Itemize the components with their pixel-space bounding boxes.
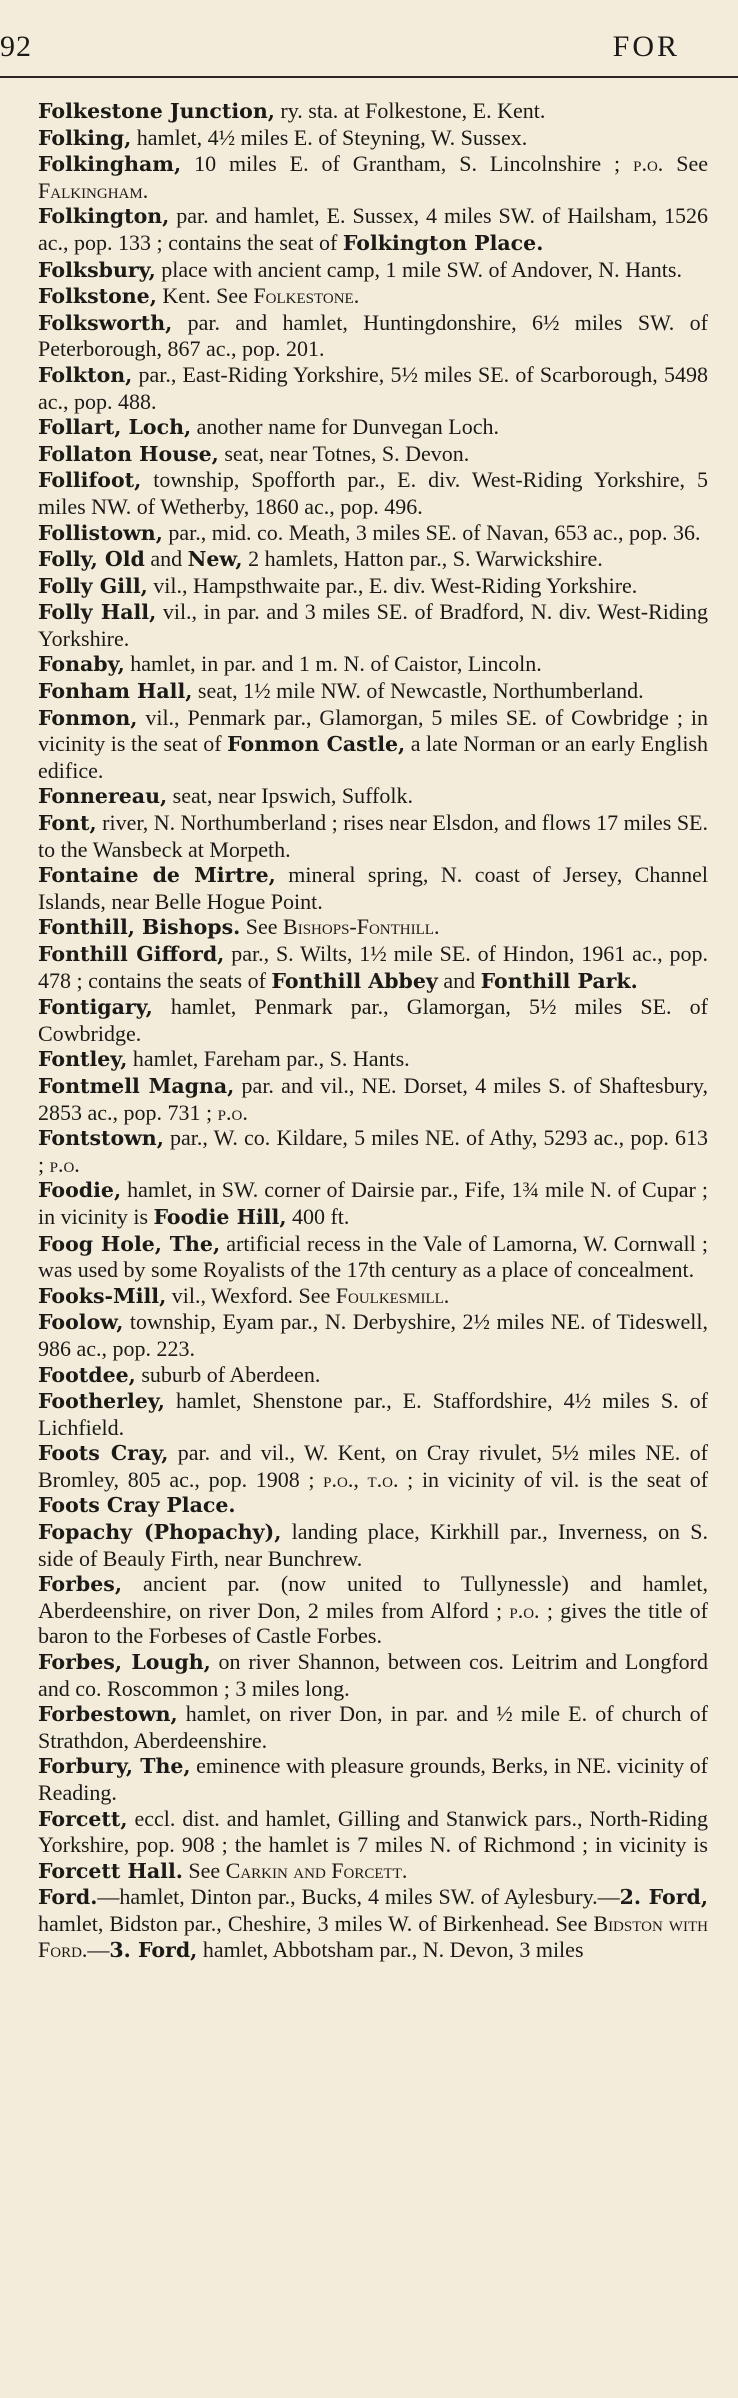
gazetteer-entry (38, 546, 708, 573)
entry-headword: Folkington, (38, 204, 170, 229)
entry-text: Kent. See (156, 283, 254, 309)
entry-small-caps: p.o. (633, 151, 664, 177)
entry-text: par., East-Riding Yorkshire, 5½ miles SE. of Scarborough, 5498 ac., pop. 488. (38, 361, 708, 414)
gazetteer-entry (38, 573, 708, 600)
entry-text: another name for Dunvegan Loch. (191, 414, 500, 440)
entry-headword: Font, (38, 811, 97, 836)
entry-headword: Follifoot, (38, 468, 142, 493)
gazetteer-entry (38, 862, 708, 914)
entry-headword: Footdee, (38, 1362, 136, 1387)
entry-text: See (240, 914, 284, 940)
gazetteer-entry (38, 467, 708, 519)
entry-text: river, N. Northumberland ; rises near Elsdon, and flows 17 miles SE. to the Wansbeck at Morpeth. (38, 810, 708, 862)
entry-text: See (182, 1857, 226, 1883)
gazetteer-entry (38, 151, 708, 203)
entry-text: seat, near Ipswich, Suffolk. (167, 783, 413, 809)
entry-text: par. and vil., W. Kent, on Cray rivulet, 5½ miles NE. of Bromley, 805 ac., pop. 1908 ; (38, 1440, 708, 1492)
entry-text: township, Eyam par., N. Derbyshire, 2½ miles NE. of Tideswell, 986 ac., pop. 223. (38, 1309, 708, 1361)
gazetteer-entry (38, 125, 708, 152)
entry-headword: Follistown, (38, 520, 163, 545)
entry-text: 400 ft. (286, 1203, 350, 1229)
entry-text: artificial recess in the Vale of Lamorna, W. Cornwall ; was used by some Royalists of the 17th century as a place of concealment. (38, 1230, 708, 1283)
gazetteer-entry (38, 678, 708, 705)
entry-small-caps: p.o. (509, 1597, 540, 1623)
entry-text: vil., in par. and 3 miles SE. of Bradford, N. div. West-Riding Yorkshire. (38, 599, 708, 651)
entry-text: hamlet, 4½ miles E. of Steyning, W. Sussex. (131, 124, 528, 150)
entry-headword: Forcett Hall. (38, 1858, 183, 1883)
entry-headword: Foodie, (38, 1178, 122, 1203)
entry-headword: Fontmell Magna, (38, 1073, 235, 1098)
gazetteer-entry (38, 441, 708, 468)
entry-text: par., W. co. Kildare, 5 miles NE. of Athy, 5293 ac., pop. 613 ; (38, 1125, 708, 1177)
entry-headword: Folkstone, (38, 284, 157, 309)
gazetteer-entry (38, 362, 708, 414)
gazetteer-entry (38, 1649, 708, 1701)
gazetteer-entry (38, 1073, 708, 1125)
entry-headword: Fonmon, (38, 705, 138, 730)
entry-small-caps: p.o. (49, 1151, 80, 1177)
gazetteer-entry (38, 914, 708, 941)
page-number: 92 (0, 30, 32, 63)
entry-headword: Fontley, (38, 1047, 128, 1072)
entry-text: hamlet, Abbotsham par., N. Devon, 3 miles (197, 1936, 584, 1962)
entry-headword: Folkton, (38, 362, 133, 387)
gazetteer-entry (38, 1440, 708, 1519)
gazetteer-entry (38, 994, 708, 1046)
gazetteer-entry (38, 599, 708, 651)
entry-headword: Forcett, (38, 1806, 128, 1831)
gazetteer-entries (38, 98, 708, 1963)
gazetteer-entry (38, 1753, 708, 1805)
entry-headword: Ford. (38, 1885, 98, 1910)
entry-text: and (144, 546, 188, 572)
gazetteer-entry (38, 310, 708, 362)
entry-headword: Forbestown, (38, 1702, 178, 1727)
entry-text: vil., Penmark par., Glamorgan, 5 miles SE. of Cowbridge ; in vicinity is the seat of (38, 704, 708, 757)
gazetteer-entry (38, 941, 708, 994)
entry-headword: Fontaine de Mirtre, (38, 863, 276, 888)
entry-text: par. and hamlet, Huntingdonshire, 6½ miles SW. of Peterborough, 867 ac., pop. 201. (38, 309, 708, 362)
entry-headword: Fonaby, (38, 652, 125, 677)
entry-headword: Forbes, (38, 1572, 122, 1597)
entry-headword: Foots Cray Place. (38, 1493, 236, 1518)
gazetteer-entry (38, 1884, 708, 1963)
entry-headword: Fontstown, (38, 1126, 164, 1151)
entry-text: ; in vicinity of vil. is the seat of (398, 1466, 709, 1492)
gazetteer-entry (38, 257, 708, 284)
entry-headword: Footherley, (38, 1389, 165, 1414)
entry-text: hamlet, on river Don, in par. and ½ mile E. of church of Strathdon, Aberdeenshire. (38, 1701, 708, 1753)
header-rule (0, 76, 738, 78)
entry-headword: Folly Gill, (38, 573, 148, 598)
entry-small-caps: p.o., t.o. (323, 1466, 399, 1492)
entry-text: vil., Wexford. See (166, 1282, 336, 1308)
gazetteer-entry (38, 1046, 708, 1073)
running-head: FOR (612, 30, 680, 63)
entry-text: place with ancient camp, 1 mile SW. of Andover, N. Hants. (155, 256, 682, 282)
entry-text: par., mid. co. Meath, 3 miles SE. of Navan, 653 ac., pop. 36. (162, 519, 701, 545)
entry-headword: Fopachy (Phopachy), (38, 1520, 282, 1545)
gazetteer-entry (38, 1309, 708, 1361)
entry-text: and (437, 967, 481, 993)
gazetteer-entry (38, 283, 708, 310)
entry-headword: Folking, (38, 125, 132, 150)
entry-small-caps: Carkin and Forcett. (225, 1857, 408, 1883)
entry-headword: Fonthill, Bishops. (38, 915, 241, 940)
entry-text: seat, near Totnes, S. Devon. (218, 440, 470, 466)
entry-headword: 2. Ford, (619, 1885, 708, 1910)
entry-headword: Fonmon Castle, (227, 732, 406, 757)
entry-headword: Folksbury, (38, 257, 156, 282)
entry-text: ry. sta. at Folkestone, E. Kent. (274, 98, 546, 123)
entry-text: eminence with pleasure grounds, Berks, in NE. vicinity of Reading. (38, 1753, 708, 1805)
gazetteer-entry (38, 1519, 708, 1571)
entry-small-caps: Foulkesmill. (335, 1282, 450, 1308)
entry-text: on river Shannon, between cos. Leitrim and Longford and co. Roscommon ; 3 miles long. (38, 1649, 708, 1701)
entry-text: hamlet, Fareham par., S. Hants. (127, 1046, 410, 1072)
entry-text: hamlet, Penmark par., Glamorgan, 5½ miles SE. of Cowbridge. (38, 994, 708, 1046)
gazetteer-entry (38, 1571, 708, 1649)
entry-headword: 3. Ford, (109, 1937, 198, 1962)
entry-text: ; gives the title of baron to the Forbeses of Castle Forbes. (38, 1597, 709, 1649)
gazetteer-entry (38, 651, 708, 678)
entry-headword: Folksworth, (38, 310, 173, 335)
gazetteer-entry (38, 705, 708, 784)
entry-headword: Forbes, Lough, (38, 1650, 211, 1675)
entry-small-caps: p.o. (217, 1099, 248, 1125)
entry-text: —hamlet, Dinton par., Bucks, 4 miles SW. of Aylesbury.— (97, 1884, 620, 1910)
entry-headword: Foolow, (38, 1310, 124, 1335)
entry-headword: Foots Cray, (38, 1441, 169, 1466)
page-header (0, 0, 738, 74)
entry-text: eccl. dist. and hamlet, Gilling and Stanwick pars., North-Riding Yorkshire, pop. 908 ; the hamlet is 7 miles N. of Richmond ; in vicinity is (38, 1805, 708, 1858)
entry-small-caps: Falkingham. (38, 177, 149, 203)
entry-text: vil., Hampsthwaite par., E. div. West-Riding Yorkshire. (147, 572, 638, 598)
entry-text: hamlet, in par. and 1 m. N. of Caistor, Lincoln. (124, 651, 542, 677)
entry-text: township, Spofforth par., E. div. West-Riding Yorkshire, 5 miles NW. of Wetherby, 1860 ac., pop. 496. (38, 467, 708, 519)
gazetteer-entry (38, 1283, 708, 1310)
entry-text: 10 miles E. of Grantham, S. Lincolnshire ; (181, 151, 634, 177)
entry-headword: Fontigary, (38, 995, 153, 1020)
entry-headword: Folkington Place. (342, 230, 544, 255)
entry-small-caps: Folkestone. (253, 283, 360, 309)
entry-text: landing place, Kirkhill par., Inverness, on S. side of Beauly Firth, near Bunchrew. (38, 1519, 708, 1571)
entry-headword: New, (187, 547, 243, 572)
entry-headword: Fooks-Mill, (38, 1283, 167, 1308)
gazetteer-entry (38, 1388, 708, 1440)
entry-text: hamlet, Bidston par., Cheshire, 3 miles W. of Birkenhead. See (38, 1910, 594, 1936)
gazetteer-entry (38, 1177, 708, 1230)
entry-text: — (87, 1936, 110, 1962)
entry-headword: Folly Hall, (38, 600, 157, 625)
entry-headword: Folly, Old (38, 547, 145, 572)
gazetteer-entry (38, 1231, 708, 1283)
entry-text: hamlet, in SW. corner of Dairsie par., Fife, 1¾ mile N. of Cupar ; in vicinity is (38, 1177, 708, 1229)
gazetteer-entry (38, 783, 708, 810)
entry-headword: Follaton House, (38, 441, 219, 466)
gazetteer-entry (38, 203, 708, 256)
entry-headword: Fonthill Gifford, (38, 942, 225, 966)
gazetteer-entry (38, 98, 708, 125)
entry-headword: Foog Hole, The, (38, 1231, 221, 1256)
entry-text: suburb of Aberdeen. (135, 1361, 321, 1387)
gazetteer-entry (38, 810, 708, 862)
gazetteer-entry (38, 414, 708, 441)
entry-small-caps: Bishops-Fonthill. (283, 914, 440, 940)
entry-headword: Follart, Loch, (38, 415, 192, 440)
entry-headword: Fonthill Abbey (271, 968, 438, 993)
entry-small-caps: Bidston with Ford. (38, 1910, 708, 1962)
entry-headword: Fonnereau, (38, 784, 168, 809)
gazetteer-entry (38, 1125, 708, 1177)
entry-headword: Folkestone Junction, (38, 99, 275, 123)
entry-text: mineral spring, N. coast of Jersey, Channel Islands, near Belle Hogue Point. (38, 862, 708, 914)
gazetteer-entry (38, 1362, 708, 1389)
entry-headword: Fonthill Park. (480, 968, 638, 993)
entry-headword: Foodie Hill, (153, 1204, 287, 1229)
entry-text: a late Norman or an early English edifice. (38, 731, 708, 783)
entry-text: par. and vil., NE. Dorset, 4 miles S. of Shaftesbury, 2853 ac., pop. 731 ; (38, 1072, 709, 1125)
entry-text: seat, 1½ mile NW. of Newcastle, Northumberland. (192, 678, 644, 704)
entry-headword: Fonham Hall, (38, 679, 193, 704)
entry-text: hamlet, Shenstone par., E. Staffordshire, 4½ miles S. of Lichfield. (38, 1388, 708, 1440)
gazetteer-entry (38, 1806, 708, 1885)
gazetteer-entry (38, 520, 708, 547)
entry-text: par., S. Wilts, 1½ mile SE. of Hindon, 1961 ac., pop. 478 ; contains the seats of (38, 941, 708, 993)
entry-text: See (663, 151, 709, 177)
gazetteer-entry (38, 1701, 708, 1753)
entry-headword: Forbury, The, (38, 1754, 191, 1779)
entry-text: ancient par. (now united to Tullynessle) and hamlet, Aberdeenshire, on river Don, 2 miles from Alford ; (38, 1571, 708, 1623)
entry-text: 2 hamlets, Hatton par., S. Warwickshire. (242, 546, 603, 572)
entry-text: par. and hamlet, E. Sussex, 4 miles SW. of Hailsham, 1526 ac., pop. 133 ; contains the seat of (38, 203, 708, 255)
entry-headword: Folkingham, (38, 152, 182, 177)
